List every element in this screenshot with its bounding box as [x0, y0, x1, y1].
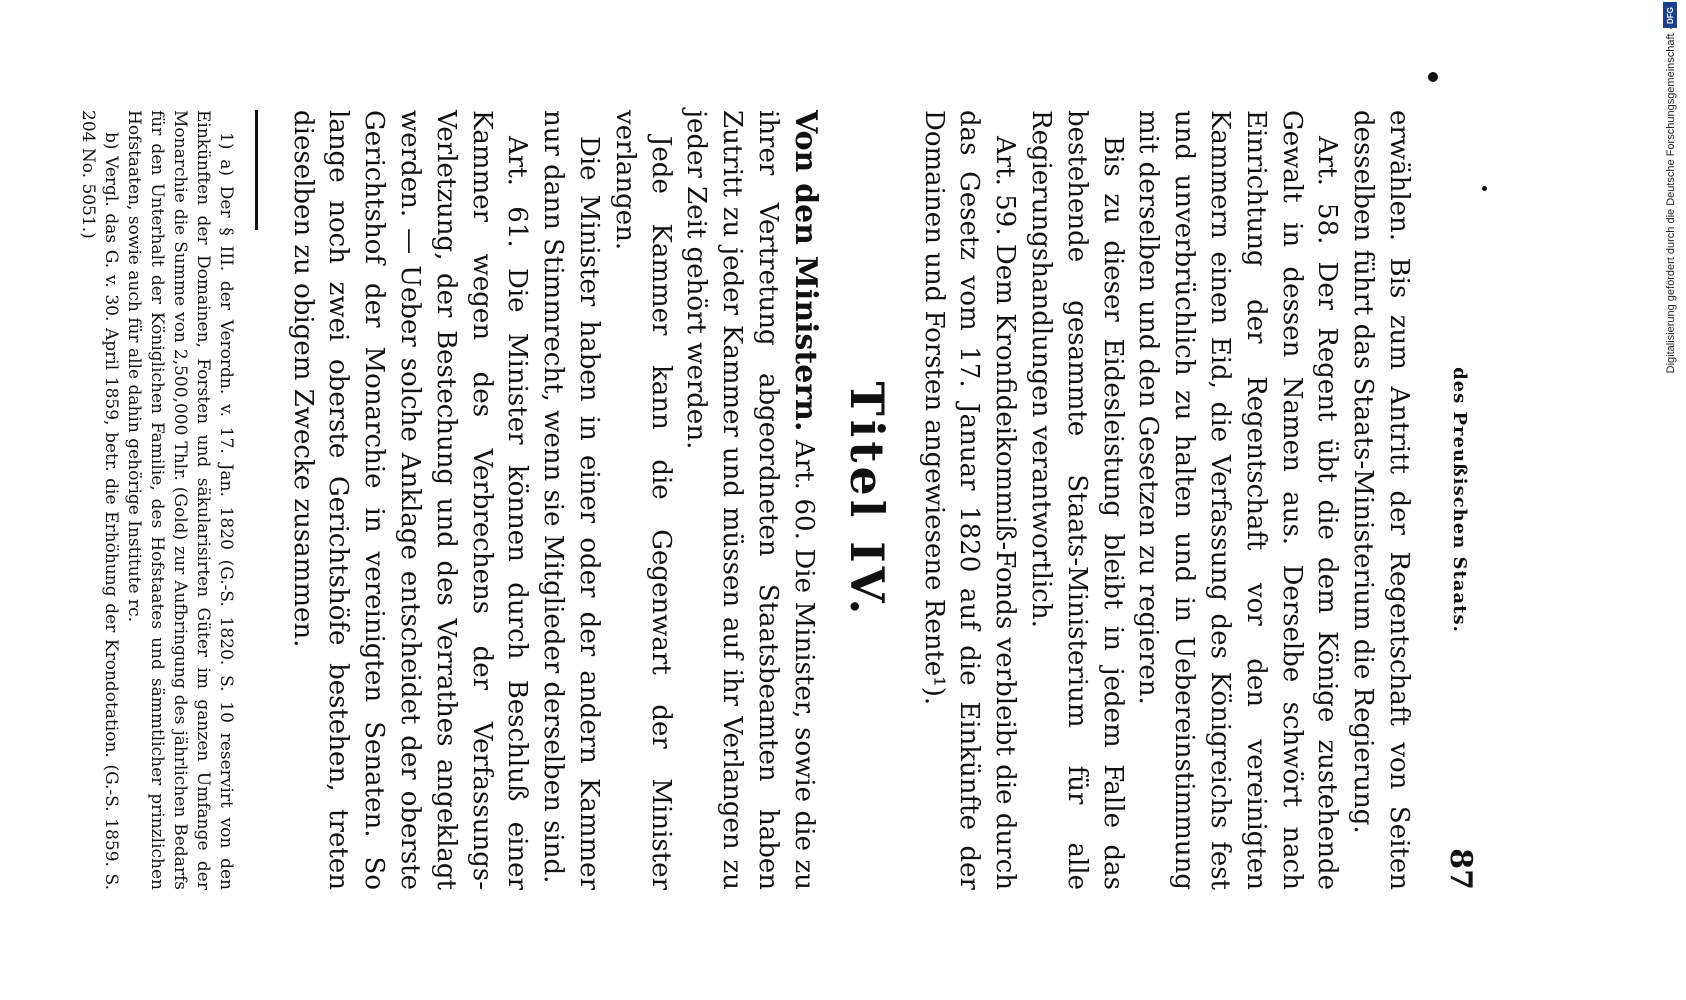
body-text: [284, 110, 1416, 890]
running-head: des Preußischen Staats.: [1449, 367, 1470, 633]
dfg-watermark: [1660, 0, 1682, 390]
footnote: b) Vergl. das G. v. 30. April 1859, betr. die Erhöhung der Krondotation. (G.-S. 1859. S. 204 No. 5051.): [77, 110, 121, 890]
paragraph: Bis zu dieser Eidesleistung bleibt in jedem Falle das bestehende gesammte Staats-Ministerium für alle Regierungshandlungen verantwortlich.: [1026, 110, 1128, 890]
article-60-text: Art. 60. Die Minister, sowie die zu ihrer Vertretung abgeordneten Staatsbeamten haben Zutritt zu jeder Kammer und müssen auf ihr Verlangen zu jeder Zeit gehört werden.: [681, 110, 819, 890]
article-60: [678, 110, 823, 890]
ink-speck: [1482, 186, 1487, 191]
scanned-page: [77, 70, 1508, 930]
paragraph: erwählen. Bis zum Antritt der Regentschaft von Seiten desselben führt das Staats-Ministerium die Regierung.: [1348, 110, 1414, 890]
footnote: 1) a) Der § III. der Verordn. v. 17. Jan. 1820 (G.-S. 1820. S. 10 reservirt von den Einkünften der Domainen, Forsten und säkularisirten Güter im ganzen Umfange der Monarchie die Summe von 2,500,000 Thlr. (Gold) zur Aufbringung des jährlichen Bedarfs für den Unterhalt der Königlichen Familie, des Hofstaates und sämmtlicher prinzlichen Hofstaaten, sowie auch für alle dahin gehörige Institute rc.: [123, 110, 236, 890]
article-58: Art. 58. Der Regent übt die dem Könige zustehende Gewalt in dessen Namen aus. Derselbe schwört nach Einrichtung der Regentschaft vor den vereinigten Kammern einen Eid, die Verfassung des Königreichs fest und unverbrüchlich zu halten und in Uebereinstimmung mit derselben und den Gesetzen zu regieren.: [1133, 110, 1343, 890]
dfg-logo: DFG: [1663, 2, 1677, 28]
page-header: [1438, 110, 1478, 890]
footnotes: [76, 110, 237, 890]
section-title: Titel IV.: [839, 381, 894, 619]
article-59: Art. 59. Dem Kronfideikommiß-Fonds verbleibt die durch das Gesetz vom 17. Januar 1820 auf die Einkünfte der Domainen und Forsten angewiesene Rente¹).: [918, 110, 1021, 890]
article-61: Art. 61. Die Minister können durch Beschluß einer Kammer wegen des Verbrechens der Verfassungs-Verletzung, der Bestechung und des Verrathes angeklagt werden. — Ueber solche Anklage entscheidet der oberste Gerichtshof der Monarchie in vereinigten Senaten. So lange noch zwei oberste Gerichtshöfe bestehen, treten dieselben zu obigem Zwecke zusammen.: [287, 110, 533, 890]
paragraph: Jede Kammer kann die Gegenwart der Minister verlangen.: [609, 110, 676, 890]
page-number: 87: [1443, 848, 1478, 890]
dfg-watermark-text: Digitalisierung gefördert durch die Deutsche Forschungsgemeinschaft ·: [1665, 26, 1677, 374]
paragraph: Die Minister haben in einer oder der andern Kammer nur dann Stimmrecht, wenn sie Mitglieder derselben sind.: [538, 110, 605, 890]
footnote-separator: [255, 110, 258, 230]
ink-speck: [1428, 72, 1438, 82]
section-heading: Von den Ministern.: [787, 110, 823, 432]
